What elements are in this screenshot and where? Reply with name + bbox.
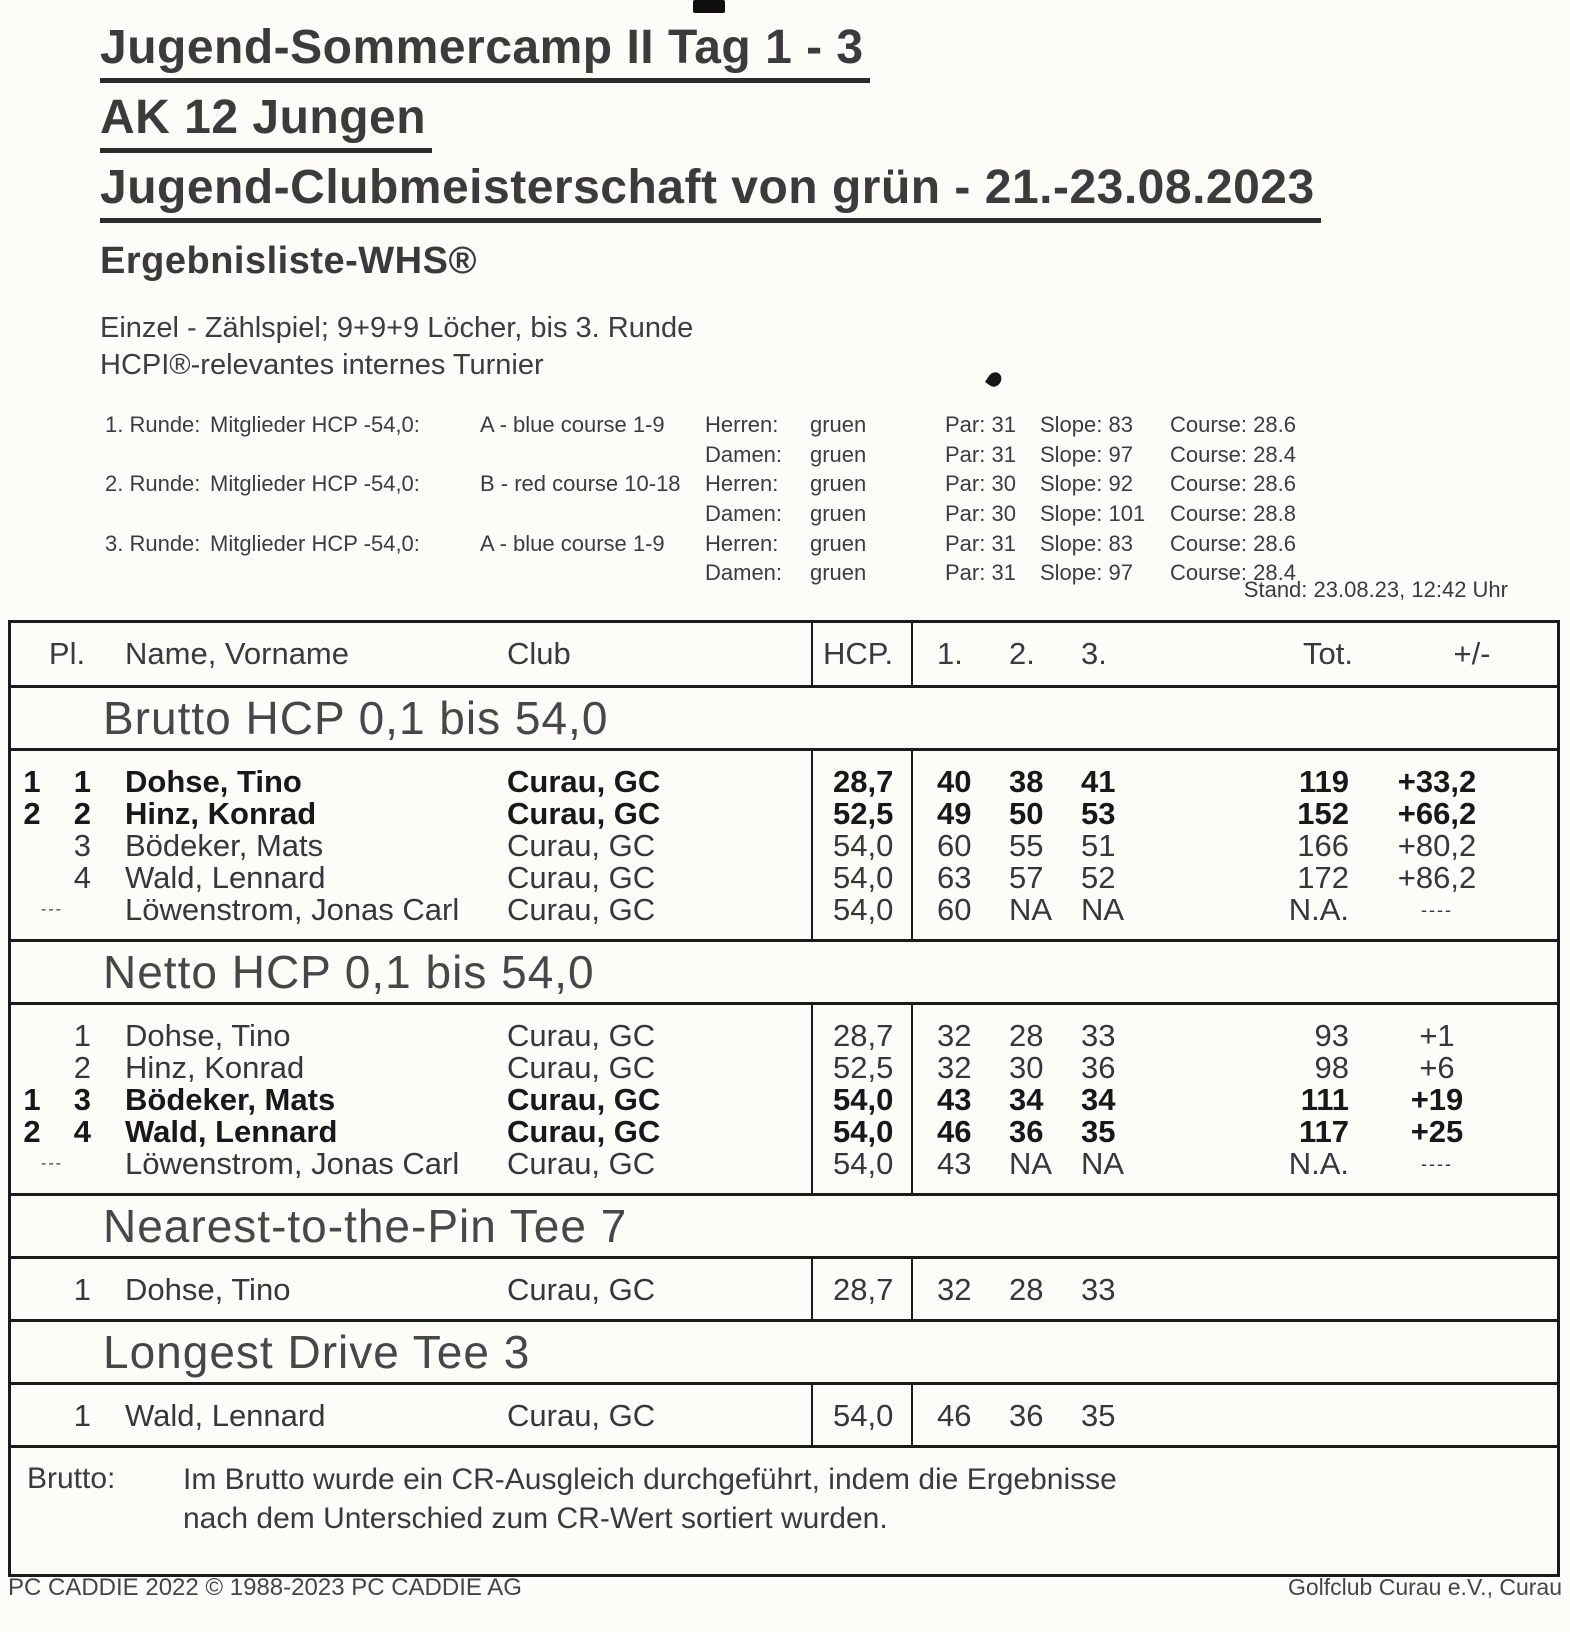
section-title-band xyxy=(11,1196,1557,1259)
hcp-cell: 54,0 xyxy=(833,1146,894,1181)
round-mode: Mitglieder HCP -54,0: xyxy=(210,530,420,556)
diff-cell: +66,2 xyxy=(1397,796,1477,831)
place-overall-cell: 1 xyxy=(23,1082,41,1117)
round-number: 1. Runde: xyxy=(105,411,201,437)
round3-score-cell: 35 xyxy=(1081,1398,1116,1433)
description-line-2: HCPI®-relevantes internes Turnier xyxy=(100,349,544,381)
total-cell: 98 xyxy=(1314,1050,1349,1085)
note-line-2: nach dem Unterschied zum CR-Wert sortiert wurden. xyxy=(183,1502,888,1535)
round3-score-cell: 41 xyxy=(1081,764,1116,799)
total-cell: 166 xyxy=(1297,828,1349,863)
hcp-cell: 52,5 xyxy=(833,796,894,831)
section-title: Netto HCP 0,1 bis 54,0 xyxy=(103,946,595,998)
result-row xyxy=(11,860,1557,895)
round-tee: gruen xyxy=(810,560,867,586)
diff-cell: +80,2 xyxy=(1397,828,1477,863)
round-info-line xyxy=(105,469,1345,499)
place-overall-cell: 1 xyxy=(23,764,41,799)
total-cell: 172 xyxy=(1297,860,1349,895)
club-cell: Curau, GC xyxy=(507,1272,656,1307)
hcp-cell: 28,7 xyxy=(833,1018,894,1053)
section-title-band xyxy=(11,1322,1557,1385)
round1-score-cell: 60 xyxy=(937,828,972,863)
round-slope: Slope: 92 xyxy=(1040,471,1133,497)
round-course: A - blue course 1-9 xyxy=(480,530,665,556)
player-name-cell: Dohse, Tino xyxy=(125,764,302,799)
result-list-heading: Ergebnisliste-WHS® xyxy=(100,240,477,282)
column-header-round2: 2. xyxy=(1009,636,1035,671)
note-line-1: Im Brutto wurde ein CR-Ausgleich durchgeführt, indem die Ergebnisse xyxy=(183,1463,1117,1496)
round-course-rating: Course: 28.8 xyxy=(1170,500,1296,526)
round-tee: gruen xyxy=(810,500,867,526)
round-gender: Damen: xyxy=(705,441,783,467)
hcp-cell: 54,0 xyxy=(833,1082,894,1117)
round1-score-cell: 46 xyxy=(937,1114,972,1149)
table-divider-line xyxy=(911,623,913,685)
player-name-cell: Wald, Lennard xyxy=(125,1114,338,1149)
place-overall-cell: --- xyxy=(41,1155,63,1172)
results-table xyxy=(8,620,1560,1577)
round-info-line xyxy=(105,499,1345,529)
tournament-title: Jugend-Sommercamp II Tag 1 - 3 xyxy=(100,20,870,83)
table-divider-line xyxy=(911,1259,913,1319)
round1-score-cell: 32 xyxy=(937,1272,972,1307)
note-label: Brutto: xyxy=(27,1462,116,1495)
round-gender: Herren: xyxy=(705,411,779,437)
round-gender: Herren: xyxy=(705,530,779,556)
round-info-line xyxy=(105,440,1345,470)
round2-score-cell: 36 xyxy=(1009,1114,1044,1149)
total-cell: N.A. xyxy=(1288,1146,1349,1181)
club-cell: Curau, GC xyxy=(507,1114,661,1149)
round-par: Par: 30 xyxy=(945,471,1016,497)
round3-score-cell: 35 xyxy=(1081,1114,1116,1149)
round-mode: Mitglieder HCP -54,0: xyxy=(210,471,420,497)
section-data-band xyxy=(11,751,1557,942)
place-cell: 1 xyxy=(73,1272,91,1307)
total-cell: 119 xyxy=(1298,764,1349,799)
round2-score-cell: 30 xyxy=(1009,1050,1044,1085)
column-header-hcp: HCP. xyxy=(823,636,894,671)
title-block xyxy=(100,20,1321,230)
player-name-cell: Bödeker, Mats xyxy=(125,1082,336,1117)
club-cell: Curau, GC xyxy=(507,764,661,799)
place-cell: 1 xyxy=(73,1398,91,1433)
round-par: Par: 31 xyxy=(945,441,1016,467)
round-slope: Slope: 97 xyxy=(1040,441,1133,467)
result-row xyxy=(11,1050,1557,1085)
result-row xyxy=(11,1018,1557,1053)
round3-score-cell: 34 xyxy=(1081,1082,1116,1117)
round-par: Par: 31 xyxy=(945,411,1016,437)
section-data-band xyxy=(11,1259,1557,1322)
club-cell: Curau, GC xyxy=(507,892,656,927)
software-credit: PC CADDIE 2022 © 1988-2023 PC CADDIE AG xyxy=(8,1574,522,1601)
club-cell: Curau, GC xyxy=(507,860,656,895)
place-cell: 4 xyxy=(73,1114,91,1149)
club-cell: Curau, GC xyxy=(507,1018,656,1053)
championship-title: Jugend-Clubmeisterschaft von grün - 21.-23.08.2023 xyxy=(100,160,1321,223)
page-footer xyxy=(8,1574,1562,1602)
total-cell: N.A. xyxy=(1288,892,1349,927)
round2-score-cell: 55 xyxy=(1009,828,1044,863)
section-title: Longest Drive Tee 3 xyxy=(103,1326,531,1378)
round-par: Par: 31 xyxy=(945,560,1016,586)
round-mode: Mitglieder HCP -54,0: xyxy=(210,411,420,437)
table-divider-line xyxy=(811,623,813,685)
round-course-rating: Course: 28.6 xyxy=(1170,530,1296,556)
round-course: B - red course 10-18 xyxy=(480,471,681,497)
player-name-cell: Bödeker, Mats xyxy=(125,828,324,863)
hcp-cell: 28,7 xyxy=(833,1272,894,1307)
hcp-cell: 28,7 xyxy=(833,764,894,799)
round1-score-cell: 40 xyxy=(937,764,972,799)
round-info-line xyxy=(105,558,1345,588)
diff-cell: ---- xyxy=(1421,1153,1453,1174)
hcp-cell: 52,5 xyxy=(833,1050,894,1085)
table-sections xyxy=(11,688,1557,1448)
round-course-rating: Course: 28.4 xyxy=(1170,441,1296,467)
player-name-cell: Dohse, Tino xyxy=(125,1018,291,1053)
place-overall-cell: --- xyxy=(41,901,63,918)
result-row xyxy=(11,1146,1557,1181)
section-title: Brutto HCP 0,1 bis 54,0 xyxy=(103,692,609,744)
round1-score-cell: 32 xyxy=(937,1018,972,1053)
diff-cell: ---- xyxy=(1421,899,1453,920)
diff-cell: +25 xyxy=(1410,1114,1464,1149)
round2-score-cell: 36 xyxy=(1009,1398,1044,1433)
player-name-cell: Dohse, Tino xyxy=(125,1272,291,1307)
round2-score-cell: 28 xyxy=(1009,1018,1044,1053)
place-cell: 2 xyxy=(73,796,91,831)
column-header-club: Club xyxy=(507,636,571,671)
rounds-block xyxy=(105,410,1345,588)
round2-score-cell: NA xyxy=(1009,1146,1053,1181)
place-cell: 3 xyxy=(73,1082,91,1117)
round-gender: Damen: xyxy=(705,560,783,586)
round3-score-cell: 52 xyxy=(1081,860,1116,895)
round-slope: Slope: 101 xyxy=(1040,500,1146,526)
column-header-place: Pl. xyxy=(48,636,86,671)
column-header-name: Name, Vorname xyxy=(125,636,349,671)
place-cell: 1 xyxy=(73,764,91,799)
diff-cell: +33,2 xyxy=(1397,764,1477,799)
round2-score-cell: 50 xyxy=(1009,796,1044,831)
round-number: 3. Runde: xyxy=(105,530,201,556)
total-cell: 152 xyxy=(1297,796,1349,831)
table-divider-line xyxy=(811,1385,813,1445)
section-title-band xyxy=(11,942,1557,1005)
description-line-1: Einzel - Zählspiel; 9+9+9 Löcher, bis 3. Runde xyxy=(100,312,694,344)
result-row xyxy=(11,1272,1557,1307)
round1-score-cell: 60 xyxy=(937,892,972,927)
round2-score-cell: 28 xyxy=(1009,1272,1044,1307)
round-par: Par: 30 xyxy=(945,500,1016,526)
diff-cell: +6 xyxy=(1419,1050,1455,1085)
round3-score-cell: NA xyxy=(1081,892,1125,927)
round1-score-cell: 43 xyxy=(937,1082,972,1117)
round2-score-cell: 38 xyxy=(1009,764,1044,799)
table-divider-line xyxy=(911,1005,913,1193)
hcp-cell: 54,0 xyxy=(833,892,894,927)
place-cell: 1 xyxy=(73,1018,91,1053)
total-cell: 93 xyxy=(1314,1018,1349,1053)
table-divider-line xyxy=(911,751,913,939)
player-name-cell: Löwenstrom, Jonas Carl xyxy=(125,892,460,927)
diff-cell: +19 xyxy=(1410,1082,1464,1117)
age-group-title: AK 12 Jungen xyxy=(100,90,432,153)
column-header-round1: 1. xyxy=(937,636,963,671)
club-cell: Curau, GC xyxy=(507,828,656,863)
result-row xyxy=(11,1114,1557,1149)
club-cell: Curau, GC xyxy=(507,1398,656,1433)
player-name-cell: Hinz, Konrad xyxy=(125,1050,305,1085)
section-data-band xyxy=(11,1385,1557,1448)
result-row xyxy=(11,828,1557,863)
round1-score-cell: 46 xyxy=(937,1398,972,1433)
club-credit: Golfclub Curau e.V., Curau xyxy=(1287,1574,1562,1600)
player-name-cell: Löwenstrom, Jonas Carl xyxy=(125,1146,460,1181)
section-title-band xyxy=(11,688,1557,751)
total-cell: 111 xyxy=(1300,1082,1349,1117)
player-name-cell: Wald, Lennard xyxy=(125,860,326,895)
round-course: A - blue course 1-9 xyxy=(480,411,665,437)
place-cell: 4 xyxy=(73,860,91,895)
round1-score-cell: 32 xyxy=(937,1050,972,1085)
round-gender: Damen: xyxy=(705,500,783,526)
place-overall-cell: 2 xyxy=(23,796,41,831)
round3-score-cell: 33 xyxy=(1081,1018,1116,1053)
round-info-line xyxy=(105,410,1345,440)
round-slope: Slope: 83 xyxy=(1040,530,1133,556)
table-divider-line xyxy=(811,1005,813,1193)
round-tee: gruen xyxy=(810,441,867,467)
place-cell: 3 xyxy=(73,828,91,863)
round3-score-cell: 53 xyxy=(1081,796,1116,831)
club-cell: Curau, GC xyxy=(507,1146,656,1181)
round2-score-cell: NA xyxy=(1009,892,1053,927)
result-row xyxy=(11,892,1557,927)
round-tee: gruen xyxy=(810,411,867,437)
round3-score-cell: 36 xyxy=(1081,1050,1116,1085)
club-cell: Curau, GC xyxy=(507,796,661,831)
column-header-round3: 3. xyxy=(1081,636,1107,671)
round-course-rating: Course: 28.6 xyxy=(1170,471,1296,497)
hcp-cell: 54,0 xyxy=(833,860,894,895)
total-cell: 117 xyxy=(1298,1114,1349,1149)
hcp-cell: 54,0 xyxy=(833,1114,894,1149)
hcp-cell: 54,0 xyxy=(833,1398,894,1433)
place-overall-cell: 2 xyxy=(23,1114,41,1149)
round3-score-cell: NA xyxy=(1081,1146,1125,1181)
diff-cell: +1 xyxy=(1419,1018,1455,1053)
round-tee: gruen xyxy=(810,530,867,556)
round-par: Par: 31 xyxy=(945,530,1016,556)
hcp-cell: 54,0 xyxy=(833,828,894,863)
section-title: Nearest-to-the-Pin Tee 7 xyxy=(103,1200,628,1252)
round1-score-cell: 49 xyxy=(937,796,972,831)
result-row xyxy=(11,764,1557,799)
round-course-rating: Course: 28.4 xyxy=(1170,560,1296,586)
round-gender: Herren: xyxy=(705,471,779,497)
diff-cell: +86,2 xyxy=(1397,860,1477,895)
player-name-cell: Hinz, Konrad xyxy=(125,796,317,831)
round-slope: Slope: 97 xyxy=(1040,560,1133,586)
club-cell: Curau, GC xyxy=(507,1082,661,1117)
result-row xyxy=(11,796,1557,831)
table-header-row xyxy=(11,623,1557,688)
round2-score-cell: 34 xyxy=(1009,1082,1044,1117)
round-number: 2. Runde: xyxy=(105,471,201,497)
round3-score-cell: 33 xyxy=(1081,1272,1116,1307)
note-text xyxy=(183,1460,1203,1538)
scan-artifact-mark xyxy=(985,370,1004,390)
result-row xyxy=(11,1398,1557,1433)
place-cell: 2 xyxy=(73,1050,91,1085)
column-header-total: Tot. xyxy=(1303,636,1353,671)
table-divider-line xyxy=(811,751,813,939)
round2-score-cell: 57 xyxy=(1009,860,1044,895)
round3-score-cell: 51 xyxy=(1081,828,1116,863)
brutto-note-row xyxy=(11,1448,1557,1574)
club-cell: Curau, GC xyxy=(507,1050,656,1085)
table-divider-line xyxy=(911,1385,913,1445)
result-row xyxy=(11,1082,1557,1117)
round-slope: Slope: 83 xyxy=(1040,411,1133,437)
tournament-description xyxy=(100,310,693,384)
table-divider-line xyxy=(811,1259,813,1319)
round1-score-cell: 43 xyxy=(937,1146,972,1181)
scan-artifact-top xyxy=(693,0,725,13)
round-info-line xyxy=(105,529,1345,559)
section-data-band xyxy=(11,1005,1557,1196)
player-name-cell: Wald, Lennard xyxy=(125,1398,326,1433)
round-course-rating: Course: 28.6 xyxy=(1170,411,1296,437)
round1-score-cell: 63 xyxy=(937,860,972,895)
round-tee: gruen xyxy=(810,471,867,497)
column-header-diff: +/- xyxy=(1453,636,1491,671)
status-timestamp: Stand: 23.08.23, 12:42 Uhr xyxy=(1243,577,1508,602)
